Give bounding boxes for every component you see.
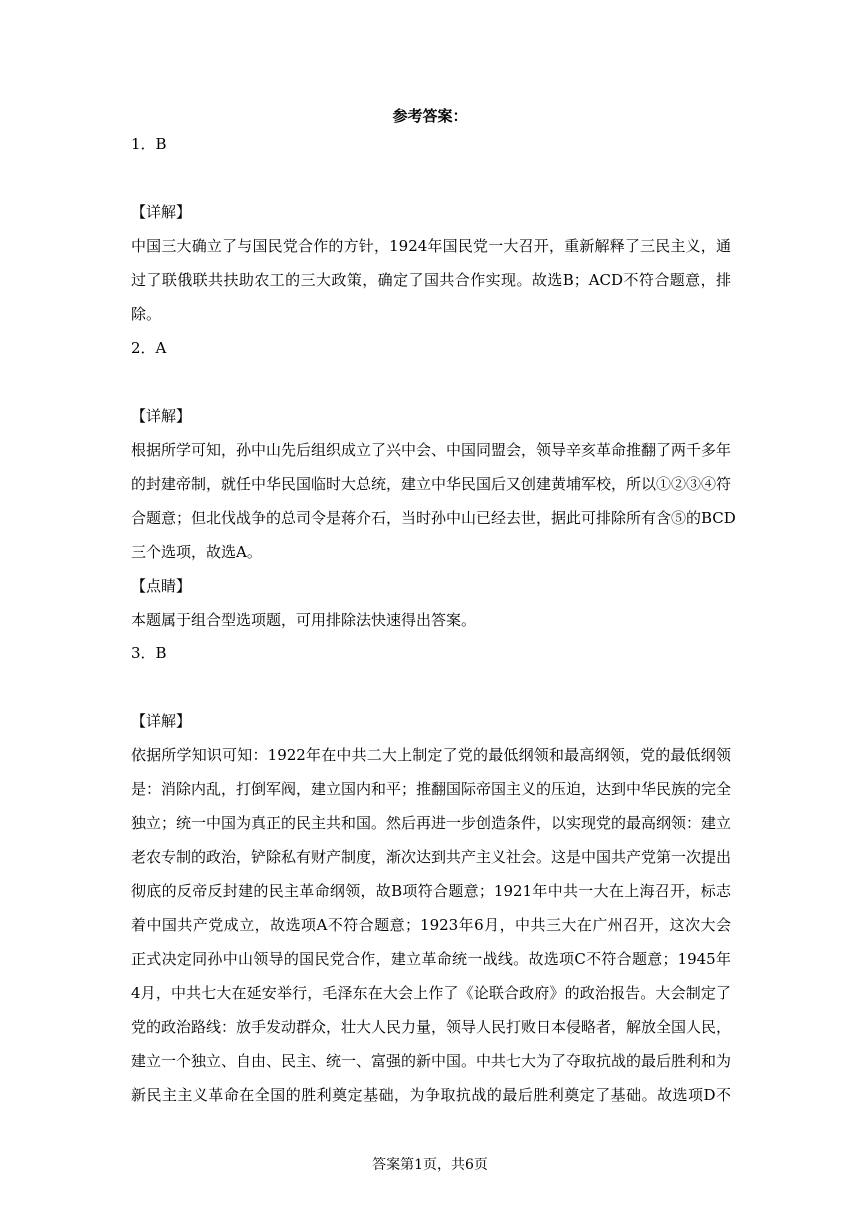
answer-2-text-line: 的封建帝制，就任中华民国临时大总统，建立中华民国后又创建黄埔军校，所以①②③④符 [131, 475, 732, 493]
answer-2-detail-label: 【详解】 [131, 407, 192, 425]
answer-2-comment-label: 【点睛】 [131, 577, 192, 595]
answer-1-text-line: 除。 [131, 305, 162, 323]
answer-2-text-line: 合题意；但北伐战争的总司令是蒋介石，当时孙中山已经去世，据此可排除所有含⑤的BCD [131, 509, 736, 527]
answer-3-text-line: 党的政治路线：放手发动群众，壮大人民力量，领导人民打败日本侵略者，解放全国人民， [131, 1018, 732, 1036]
answer-2-text-line: 三个选项，故选A。 [131, 543, 262, 561]
answer-2-text-line: 根据所学可知，孙中山先后组织成立了兴中会、中国同盟会，领导辛亥革命推翻了两千多年 [131, 441, 732, 459]
answer-2-comment-text: 本题属于组合型选项题，可用排除法快速得出答案。 [131, 611, 477, 629]
answer-1-text-line: 中国三大确立了与国民党合作的方针，1924年国民党一大召开，重新解释了三民主义，通 [131, 237, 731, 255]
page-title: 参考答案： [392, 107, 468, 125]
answer-1-text-line: 过了联俄联共扶助农工的三大政策，确定了国共合作实现。故选B；ACD不符合题意，排 [131, 271, 731, 289]
answer-3-text-line: 着中国共产党成立，故选项A不符合题意；1923年6月，中共三大在广州召开，这次大会 [131, 916, 731, 934]
answer-3-heading: 3．B [131, 644, 167, 662]
answer-3-text-line: 独立；统一中国为真正的民主共和国。然后再进一步创造条件，以实现党的最高纲领：建立 [131, 814, 732, 832]
answer-3-text-line: 老农专制的政治，铲除私有财产制度，渐次达到共产主义社会。这是中国共产党第一次提出 [131, 848, 732, 866]
answer-3-text-line: 新民主主义革命在全国的胜利奠定基础，为争取抗战的最后胜利奠定了基础。故选项D不 [131, 1086, 731, 1104]
answer-3-text-line: 建立一个独立、自由、民主、统一、富强的新中国。中共七大为了夺取抗战的最后胜利和为 [131, 1052, 732, 1070]
page-footer: 答案第1页，共6页 [372, 1157, 488, 1173]
answer-2-heading: 2．A [131, 339, 167, 357]
answer-3-text-line: 4月，中共七大在延安举行，毛泽东在大会上作了《论联合政府》的政治报告。大会制定了 [131, 984, 731, 1002]
answer-3-text-line: 依据所学知识可知：1922年在中共二大上制定了党的最低纲领和最高纲领，党的最低纲领 [131, 746, 731, 764]
answer-1-heading: 1．B [131, 135, 167, 153]
answer-3-text-line: 彻底的反帝反封建的民主革命纲领，故B项符合题意；1921年中共一大在上海召开，标志 [131, 882, 731, 900]
answer-3-text-line: 是：消除内乱，打倒军阀，建立国内和平；推翻国际帝国主义的压迫，达到中华民族的完全 [131, 780, 732, 798]
answer-1-detail-label: 【详解】 [131, 203, 192, 221]
answer-3-detail-label: 【详解】 [131, 712, 192, 730]
answer-3-text-line: 正式决定同孙中山领导的国民党合作，建立革命统一战线。故选项C不符合题意；1945年 [131, 950, 731, 968]
